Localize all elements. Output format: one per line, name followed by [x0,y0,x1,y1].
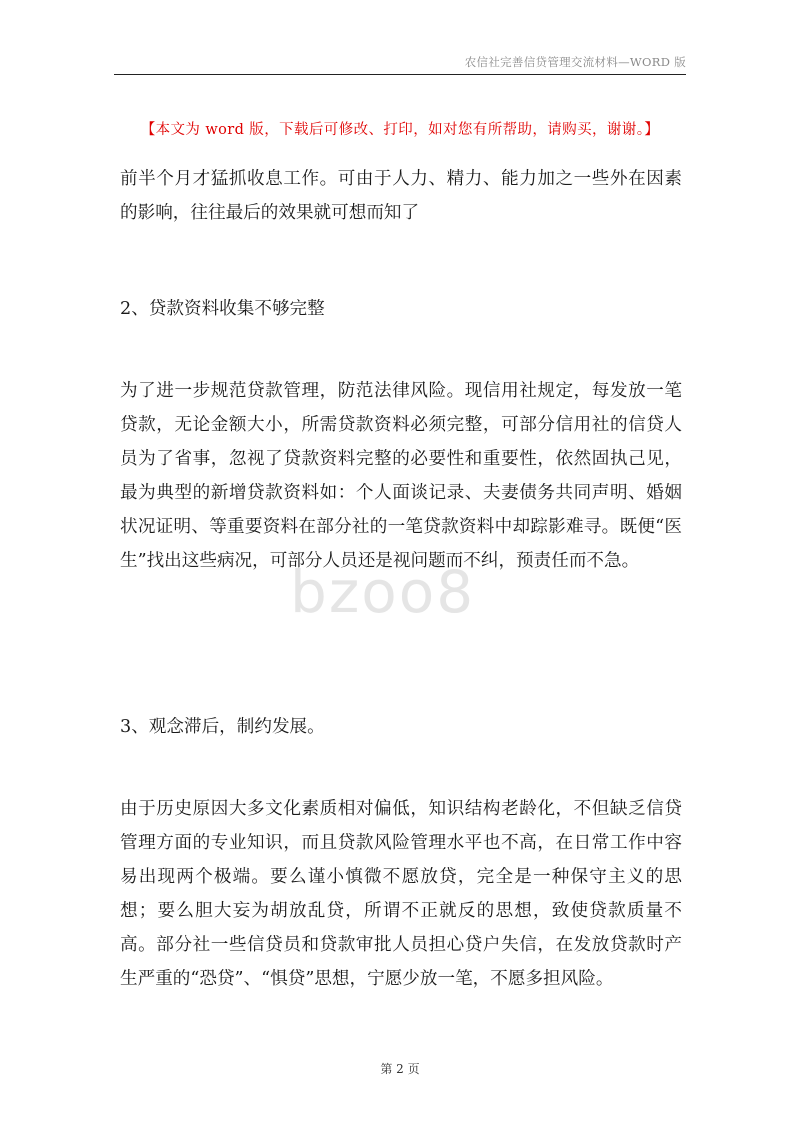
watermark: bzoo8 [290,558,476,626]
paragraph-outdated-concepts: 由于历史原因大多文化素质相对偏低，知识结构老龄化，不但缺乏信贷管理方面的专业知识，而且贷款风险管理水平也不高，在日常工作中容易出现两个极端。要么谨小慎微不愿放贷，完全是一种保守主义的思想；要么胆大妄为胡放乱贷，所谓不正就反的思想，致使贷款质量不高。部分社一些信贷员和贷款审批人员担心贷户失信，在发放贷款时产生严重的“恐贷”、“惧贷”思想，宁愿少放一笔，不愿多担风险。 [120,799,682,989]
page-number: 第 2 页 [380,1062,420,1076]
section-heading-2: 2、贷款资料收集不够完整 [120,299,325,319]
download-notice: 【本文为 word 版，下载后可修改、打印，如对您有所帮助，请购买，谢谢。】 [140,122,660,138]
section-heading-3: 3、观念滞后，制约发展。 [120,717,325,737]
header-divider [114,74,686,75]
paragraph-loan-documents: 为了进一步规范贷款管理，防范法律风险。现信用社规定，每发放一笔贷款，无论金额大小，所需贷款资料必须完整，可部分信用社的信贷人员为了省事，忽视了贷款资料完整的必要性和重要性，依然固执己见，最为典型的新增贷款资料如：个人面谈记录、夫妻债务共同声明、婚姻状况证明、等重要资料在部分社的一笔贷款资料中却踪影难寻。既便“医生”找出这些病况，可部分人员还是视问题而不纠，预责任而不急。 [120,381,682,571]
page-header: 农信社完善信贷管理交流材料—WORD 版 [464,55,686,69]
paragraph-intro: 前半个月才猛抓收息工作。可由于人力、精力、能力加之一些外在因素的影响，往往最后的效果就可想而知了 [120,169,682,223]
